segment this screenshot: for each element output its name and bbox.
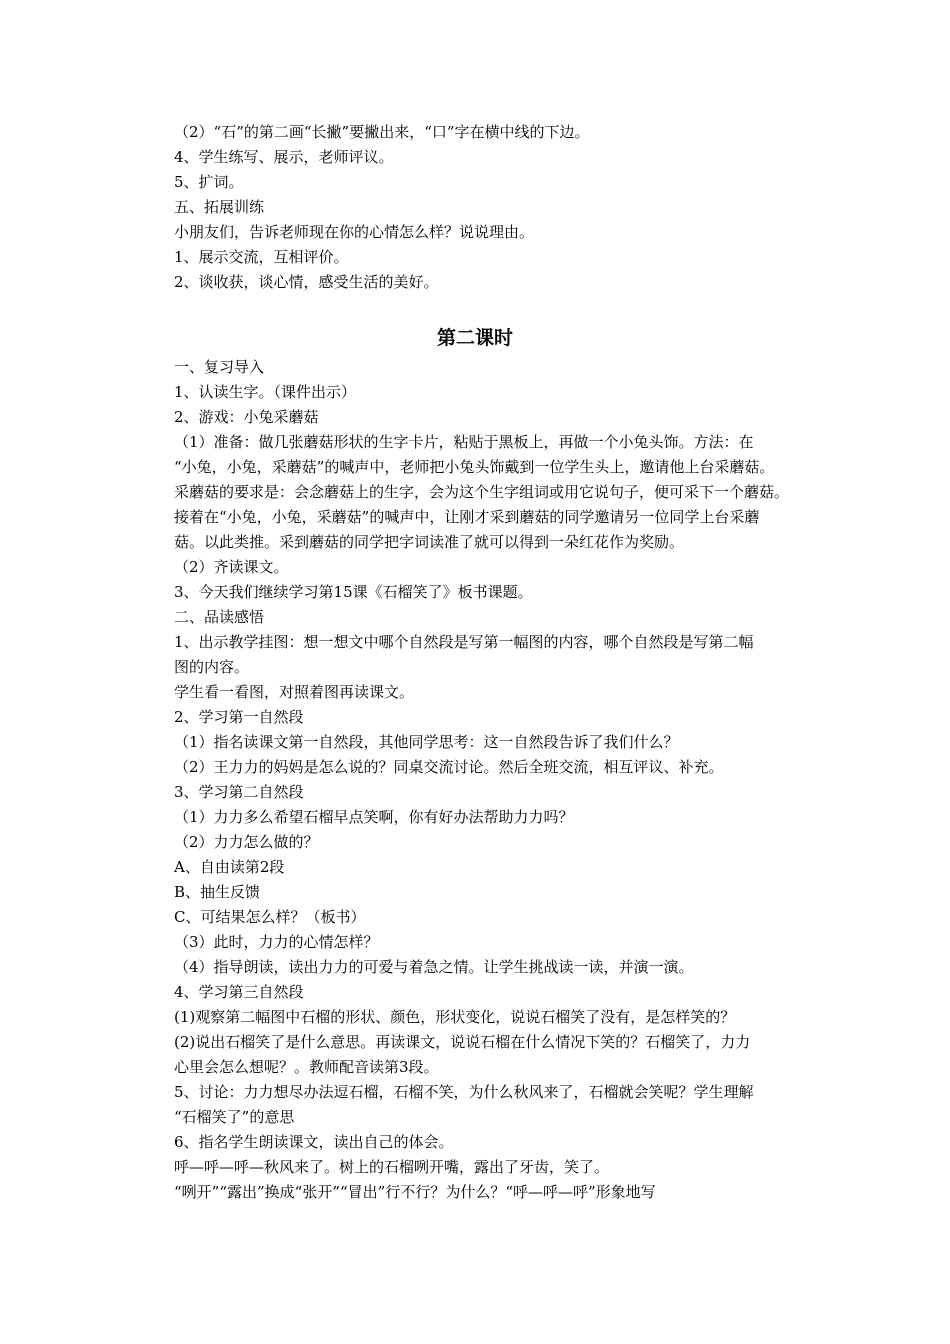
text-line: （4）指导朗读，读出力力的可爱与着急之情。让学生挑战读一读，并演一演。 bbox=[174, 958, 694, 976]
text-line: 3、今天我们继续学习第15课《石榴笑了》板书课题。 bbox=[174, 583, 533, 601]
text-line: 5、讨论：力力想尽办法逗石榴，石榴不笑，为什么秋风来了，石榴就会笑呢？学生理解 bbox=[174, 1083, 754, 1101]
text-line: （1）力力多么希望石榴早点笑啊，你有好办法帮助力力吗？ bbox=[174, 808, 574, 826]
text-line: 呼—呼—呼—秋风来了。树上的石榴咧开嘴，露出了牙齿，笑了。 bbox=[174, 1158, 610, 1176]
text-line: （3）此时，力力的心情怎样？ bbox=[174, 933, 379, 951]
text-line: A、自由读第2段 bbox=[174, 858, 285, 876]
text-line: (2)说出石榴笑了是什么意思。再读课文，说说石榴在什么情况下笑的？石榴笑了，力力 bbox=[174, 1033, 751, 1051]
text-line: 接着在“小兔，小兔，采蘑菇”的喊声中，让刚才采到蘑菇的同学邀请另一位同学上台采蘑 bbox=[174, 508, 760, 526]
text-line: 1、认读生字。（课件出示） bbox=[174, 383, 357, 401]
text-line: 图的内容。 bbox=[174, 658, 250, 676]
text-line: “咧开”“露出”换成“张开”“冒出”行不行？为什么？“呼—呼—呼”形象地写 bbox=[174, 1183, 656, 1201]
text-line: C、可结果怎么样？（板书） bbox=[174, 908, 366, 926]
text-line: （2）齐读课文。 bbox=[174, 558, 289, 576]
text-line: 3、学习第二自然段 bbox=[174, 783, 304, 801]
text-line: “小兔，小兔，采蘑菇”的喊声中，老师把小兔头饰戴到一位学生头上，邀请他上台采蘑菇。 bbox=[174, 458, 775, 476]
text-line: 2、学习第一自然段 bbox=[174, 708, 304, 726]
text-line: 4、学生练写、展示，老师评议。 bbox=[174, 148, 394, 166]
text-line: (1)观察第二幅图中石榴的形状、颜色，形状变化，说说石榴笑了没有，是怎样笑的？ bbox=[174, 1008, 736, 1026]
text-line: （2）力力怎么做的？ bbox=[174, 833, 319, 851]
text-line: 菇。以此类推。采到蘑菇的同学把字词读准了就可以得到一朵红花作为奖励。 bbox=[174, 533, 685, 551]
text-line: 小朋友们，告诉老师现在你的心情怎么样？说说理由。 bbox=[174, 223, 535, 241]
text-line: B、抽生反馈 bbox=[174, 883, 261, 901]
text-line: 2、游戏：小兔采蘑菇 bbox=[174, 408, 319, 426]
text-line: 1、出示教学挂图：想一想文中哪个自然段是写第一幅图的内容，哪个自然段是写第二幅 bbox=[174, 633, 754, 651]
text-line: 学生看一看图，对照着图再读课文。 bbox=[174, 683, 415, 701]
text-line: 五、拓展训练 bbox=[174, 198, 265, 216]
text-line: （1）指名读课文第一自然段，其他同学思考：这一自然段告诉了我们什么？ bbox=[174, 733, 679, 751]
text-line: 6、指名学生朗读课文，读出自己的体会。 bbox=[174, 1133, 454, 1151]
text-line: 1、展示交流，互相评价。 bbox=[174, 248, 349, 266]
text-line: （2）“石”的第二画“长撇”要撇出来，“口”字在横中线的下边。 bbox=[174, 123, 590, 141]
text-line: 5、扩词。 bbox=[174, 173, 244, 191]
section-title: 第二课时 bbox=[436, 327, 513, 349]
text-line: 一、复习导入 bbox=[174, 358, 265, 376]
text-line: 2、谈收获，谈心情，感受生活的美好。 bbox=[174, 273, 439, 291]
text-line: 采蘑菇的要求是：会念蘑菇上的生字，会为这个生字组词或用它说句子，便可采下一个蘑菇。 bbox=[174, 483, 790, 501]
text-line: “石榴笑了”的意思 bbox=[174, 1108, 295, 1126]
text-line: （2）王力力的妈妈是怎么说的？同桌交流讨论。然后全班交流，相互评议、补充。 bbox=[174, 758, 724, 776]
text-line: 4、学习第三自然段 bbox=[174, 983, 304, 1001]
text-line: 二、品读感悟 bbox=[174, 608, 265, 626]
text-line: （1）准备：做几张蘑菇形状的生字卡片，粘贴于黑板上，再做一个小兔头饰。方法：在 bbox=[174, 433, 754, 451]
text-line: 心里会怎么想呢？。教师配音读第3段。 bbox=[174, 1058, 439, 1076]
